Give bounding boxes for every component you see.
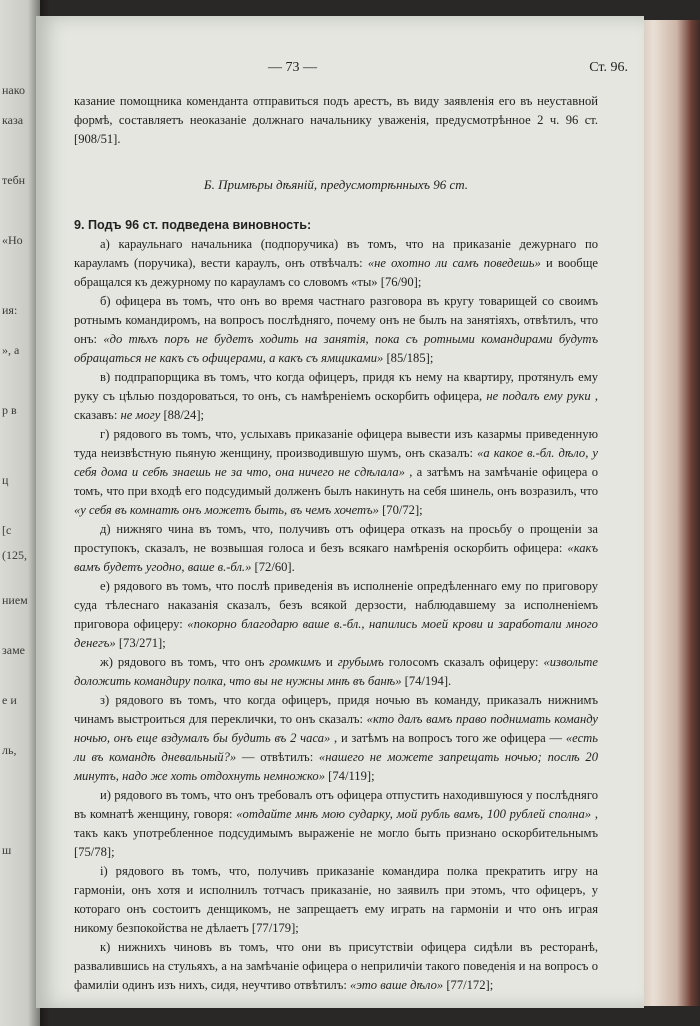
- example-paragraph: а) караульнаго начальника (подпоручика) въ томъ, что на приказаніе дежурнаго по карауламъ (поручика), вести караулъ, онъ отвѣчалъ: «не охотно ли самъ поведешь» и вообще обращался къ дежурному по карауламъ со словомъ «ты» [76/90];: [74, 237, 598, 289]
- section-heading: Б. Примѣры дѣяній, предусмотрѣнныхъ 96 ст.: [203, 177, 469, 192]
- article-reference: Ст. 96.: [589, 60, 628, 75]
- left-page-fragment: е и: [2, 693, 17, 707]
- item-9-title: 9. Подъ 96 ст. подведена виновность:: [74, 218, 312, 232]
- left-page-edge: [0, 0, 40, 1026]
- left-page-fragment: ль,: [2, 743, 17, 757]
- left-page-fragment: », а: [2, 343, 20, 357]
- running-header: [36, 60, 644, 82]
- example-paragraph: б) офицера въ томъ, что онъ во время частнаго разговора въ кругу товарищей со своимъ ротнымъ командиромъ, на вопросъ послѣдняго, почему онъ не былъ на занятіяхъ, отвѣтилъ, что онъ: «до тѣхъ поръ не будетъ ходить на занятія, пока съ ротными командирами будутъ обращаться не какъ съ офицерами, а какъ съ ямщиками» [85/185];: [74, 294, 598, 365]
- example-paragraph: к) нижнихъ чиновъ въ томъ, что они въ присутствіи офицера сидѣли въ ресторанѣ, развалившись на стульяхъ, а на замѣчаніе офицера о неприличіи такого поведенія и на вопросъ о фамиліи одинъ изъ нихъ, сидя, неучтиво отвѣтилъ: «это ваше дѣло» [77/172];: [74, 940, 598, 992]
- example-paragraph: д) нижняго чина въ томъ, что, получивъ отъ офицера отказъ на просьбу о прощеніи за проступокъ, сказалъ, не возвышая голоса и безъ всякаго намѣренія оскорбить офицера: «какъ вамъ будетъ угодно, ваше в.-бл.» [72/60].: [74, 522, 598, 574]
- page-body: [74, 92, 598, 995]
- left-page-fragment: нием: [2, 593, 28, 607]
- example-paragraph: е) рядового въ томъ, что послѣ приведенія въ исполненіе опредѣленнаго ему по приговору суда тѣлеснаго наказанія сказалъ, безъ всякой дерзости, наблюдавшему за исполненіемъ приговора офицеру: «покорно благодарю ваше в.-бл., напились моей крови и заработали много денегъ» [73/271];: [74, 579, 598, 650]
- left-page-fragment: каза: [2, 113, 24, 127]
- left-page-fragment: нако: [2, 83, 25, 97]
- examples-list: [74, 235, 598, 995]
- intro-paragraph: казание помощника коменданта отправиться подъ арестъ, въ виду заявленія его въ неуставной формѣ, составляетъ неоказаніе должнаго начальнику уваженія, предусмотрѣнное 2 ч. 96 ст. [908/51].: [74, 94, 598, 146]
- book-page: [36, 16, 644, 1008]
- example-paragraph: ж) рядового въ томъ, что онъ громкимъ и грубымъ голосомъ сказалъ офицеру: «извольте доложить командиру полка, что вы не нужны мнѣ въ банѣ» [74/194].: [74, 655, 598, 688]
- left-page-fragment: ш: [2, 843, 12, 857]
- left-page-fragment: тебн: [2, 173, 26, 187]
- example-paragraph: з) рядового въ томъ, что когда офицеръ, придя ночью въ команду, приказалъ нижнимъ чинамъ выстроиться для переклички, то онъ сказалъ: «кто далъ вамъ право поднимать команду ночью, онъ еще вздумалъ бы будить въ 2 часа» , и затѣмъ на вопросъ того же офицера — «есть ли въ командѣ дневальный?» — отвѣтилъ: «нашего не можете запрещать ночью; послѣ 20 минутъ, надо же хоть отдохнуть немножко» [74/119];: [74, 693, 598, 783]
- page-number: — 73 —: [268, 60, 317, 75]
- example-paragraph: в) подпрапорщика въ томъ, что когда офицеръ, придя къ нему на квартиру, протянулъ ему руку съ цѣлью поздороваться, то онъ, съ намѣреніемъ оскорбить офицера, не подалъ ему руки , сказавъ: не могу [88/24];: [74, 370, 598, 422]
- left-page-fragment: ц: [2, 473, 9, 487]
- example-paragraph: и) рядового въ томъ, что онъ требовалъ отъ офицера отпустить находившуюся у послѣдняго въ комнатѣ женщину, говоря: «отдайте мнѣ мою сударку, мой рубль вамъ, 100 рублей сполна» , такъ какъ употребленное подсудимымъ выраженіе не могло быть признано оскорбительнымъ [75/78];: [74, 788, 598, 859]
- left-page-fragment: заме: [2, 643, 25, 657]
- left-page-fragment: ия:: [2, 303, 18, 317]
- left-page-fragment: «Но: [2, 233, 23, 247]
- left-page-fragment: р в: [2, 403, 17, 417]
- example-paragraph: і) рядового въ томъ, что, получивъ приказаніе командира полка прекратить игру на гармоніи, онъ хотя и исполнилъ тотчасъ приказаніе, но заявилъ при этомъ, что офицеръ, у котораго онъ состоитъ денщикомъ, не запрещаетъ ему играть на гармоніи и что онъ играя никому безпокойства не дѣлаетъ [77/179];: [74, 864, 598, 935]
- left-page-fragment: (125,: [2, 548, 27, 562]
- book-fore-edge: [642, 20, 700, 1006]
- example-paragraph: г) рядового въ томъ, что, услыхавъ приказаніе офицера вывести изъ казармы приведенную туда неизвѣстную пьяную женщину, производившую шумъ, онъ сказалъ: «а какое в.-бл. дѣло, у себя дома и себѣ знаешь не за что, она ничего не сдѣлала» , а затѣмъ на замѣчаніе офицера о томъ, что при входѣ его подсудимый долженъ былъ накинуть на себя шинель, онъ возразилъ, что «у себя въ комнатѣ онъ можетъ быть, въ чемъ хочетъ» [70/72];: [74, 427, 599, 517]
- left-page-fragment: [с: [2, 523, 12, 537]
